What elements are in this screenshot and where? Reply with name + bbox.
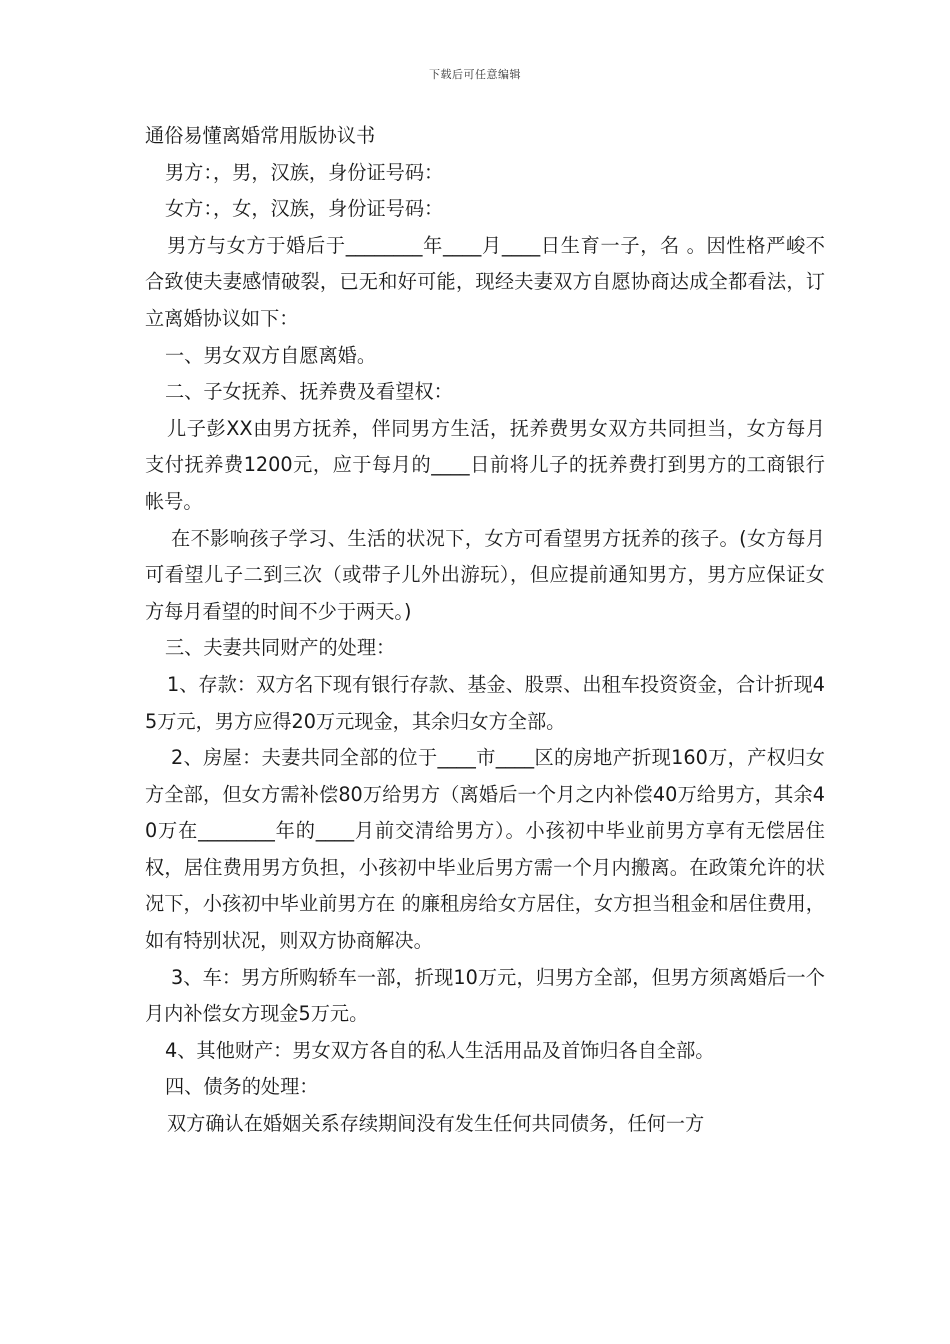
document-paragraph: 四、债务的处理： bbox=[165, 1075, 319, 1099]
document-paragraph: 二、子女抚养、抚养费及看望权： bbox=[165, 380, 453, 404]
document-paragraph: 在不影响孩子学习、生活的状况下，女方可看望男方抚养的孩子。(女方每月可看望儿子二到三次（或带子儿外出游玩），但应提前通知男方，男方应保证女方每月看望的时间不少于两天。) bbox=[145, 526, 825, 623]
page-header: 下载后可任意编辑 bbox=[429, 68, 521, 81]
document-paragraph: 女方：，女，汉族，身份证号码： bbox=[165, 197, 444, 221]
document-paragraph: 1、存款：双方名下现有银行存款、基金、股票、出租车投资资金，合计折现45万元，男方应得20万元现金，其余归女方全部。 bbox=[145, 672, 825, 733]
document-paragraph: 一、男女双方自愿离婚。 bbox=[165, 343, 377, 367]
document-paragraphs bbox=[145, 155, 825, 1143]
document-body bbox=[145, 118, 825, 1143]
document-paragraph: 双方确认在婚姻关系存续期间没有发生任何共同债务，任何一方 bbox=[167, 1112, 705, 1136]
document-paragraph: 男方：，男，汉族，身份证号码： bbox=[165, 160, 444, 184]
document-paragraph: 儿子彭XX由男方抚养，伴同男方生活，抚养费男女双方共同担当，女方每月支付抚养费1200元，应于每月的____日前将儿子的抚养费打到男方的工商银行帐号。 bbox=[145, 416, 825, 513]
document-paragraph: 三、夫妻共同财产的处理： bbox=[165, 636, 396, 660]
document-paragraph: 4、其他财产：男女双方各自的私人生活用品及首饰归各自全部。 bbox=[165, 1038, 715, 1062]
document-paragraph: 2、房屋：夫妻共同全部的位于____市____区的房地产折现160万，产权归女方全部，但女方需补偿80万给男方（离婚后一个月之内补偿40万给男方，其余40万在________年的____月前交清给男方）。小孩初中毕业前男方享有无偿居住权，居住费用男方负担，小孩初中毕业后男方需一个月内搬离。在政策允许的状况下，小孩初中毕业前男方在 的廉租房给女方居住，女方担当租金和居住费用，如有特别状况，则双方协商解决。 bbox=[145, 746, 825, 953]
document-title: 通俗易懂离婚常用版协议书 bbox=[145, 124, 376, 147]
document-paragraph: 3、车：男方所购轿车一部，折现10万元，归男方全部，但男方须离婚后一个月内补偿女方现金5万元。 bbox=[145, 965, 825, 1026]
document-paragraph: 男方与女方于婚后于________年____月____日生育一子，名 。因性格严峻不合致使夫妻感情破裂，已无和好可能，现经夫妻双方自愿协商达成全都看法，订立离婚协议如下： bbox=[145, 233, 825, 330]
